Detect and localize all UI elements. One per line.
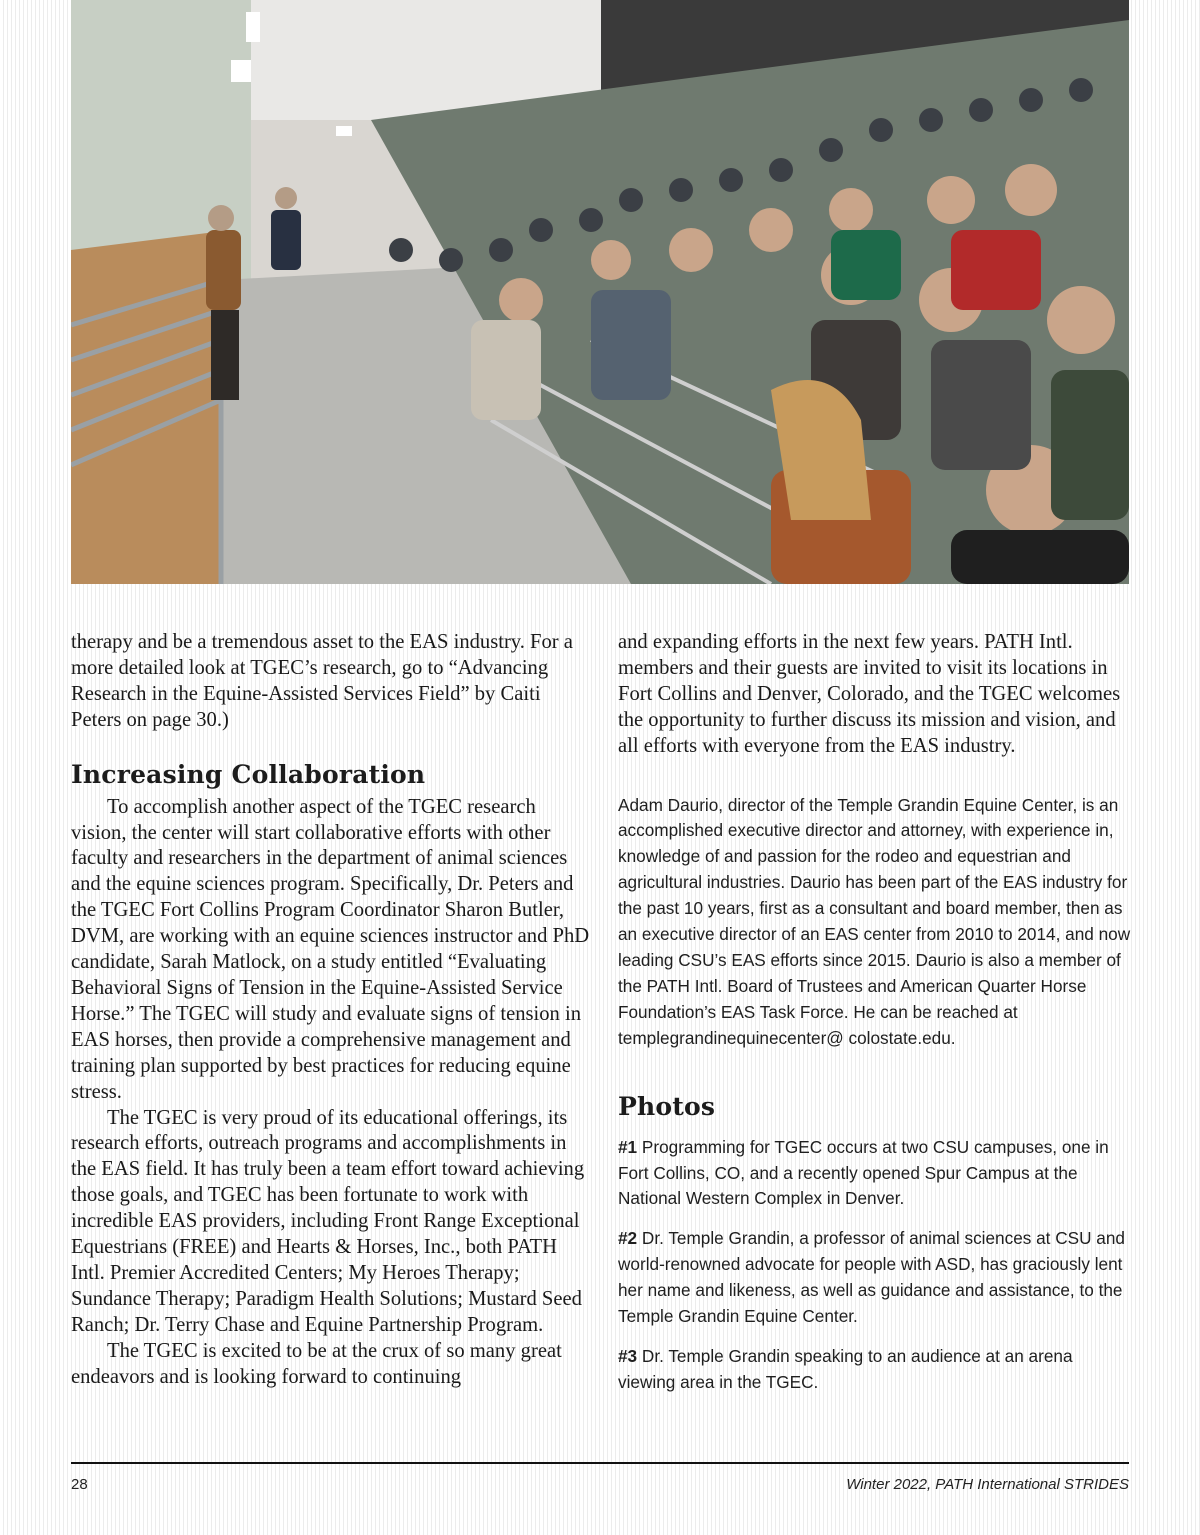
body-paragraph-1: To accomplish another aspect of the TGEC research vision, the center will start collaborative efforts with other faculty and researchers in the department of animal sciences and the equine sciences program. Specifically, Dr. Peters and the TGEC Fort Collins Program Coordinator Sharon Butler, DVM, are working with an equine sciences instructor and PhD candidate, Sarah Matlock, on a study entitled “Evaluating Behavioral Signs of Tension in the Equine-Assisted Service Horse.” The TGEC will study and evaluate signs of tension in EAS horses, then provide a comprehensive management and training plan supported by best practices for reducing equine stress. — [71, 795, 590, 1103]
audience-photo — [71, 0, 1129, 584]
footer-rule — [71, 1462, 1129, 1464]
photo-caption-1 — [618, 1135, 1133, 1213]
body-paragraph-2: The TGEC is very proud of its educational offerings, its research efforts, outreach programs and accomplishments in the EAS field. It has truly been a team effort toward achieving those goals, and TGEC has been fortunate to work with incredible EAS providers, including Front Range Exceptional Equestrians (FREE) and Hearts & Horses, Inc., both PATH Intl. Premier Accredited Centers; My Heroes Therapy; Sundance Therapy; Paradigm Health Solutions; Mustard Seed Ranch; Dr. Terry Chase and Equine Partnership Program. — [71, 1106, 585, 1336]
publication-title: Winter 2022, PATH International STRIDES — [846, 1476, 1129, 1493]
author-bio: Adam Daurio, director of the Temple Grandin Equine Center, is an accomplished executive director and attorney, with experience in, knowledge of and passion for the rodeo and equestrian and agricultural industries. Daurio has been part of the EAS industry for the past 10 years, first as a consultant and board member, then as an executive director of an EAS center from 2010 to 2014, and now leading CSU’s EAS efforts since 2015. Daurio is also a member of the PATH Intl. Board of Trustees and American Quarter Horse Foundation’s EAS Task Force. He can be reached at templegrandinequinecenter@ colostate.edu. — [618, 794, 1131, 1048]
caption-number: #3 — [618, 1345, 638, 1366]
section-heading: Increasing Collaboration — [71, 759, 426, 789]
caption-text: Programming for TGEC occurs at two CSU campuses, one in Fort Collins, CO, and a recently opened Spur Campus at the National Western Complex in Denver. — [618, 1136, 1109, 1209]
right-column — [618, 630, 1133, 1396]
page-number: 28 — [71, 1476, 88, 1493]
photo-illustration — [71, 0, 1129, 584]
photos-heading: Photos — [618, 1091, 716, 1121]
body-paragraph-3: The TGEC is excited to be at the crux of so many great endeavors and is looking forward to continuing — [71, 1339, 562, 1388]
caption-text: Dr. Temple Grandin speaking to an audience at an arena viewing area in the TGEC. — [618, 1345, 1073, 1392]
caption-number: #1 — [618, 1136, 638, 1157]
left-continued-paragraph: therapy and be a tremendous asset to the EAS industry. For a more detailed look at TGEC’s research, go to “Advancing Research in the Equine-Assisted Services Field” by Caiti Peters on page 30.) — [71, 631, 573, 731]
caption-number: #2 — [618, 1228, 638, 1249]
right-continued-paragraph: and expanding efforts in the next few years. PATH Intl. members and their guests are invited to visit its locations in Fort Collins and Denver, Colorado, and the TGEC welcomes the opportunity to further discuss its mission and vision, and all efforts with everyone from the EAS industry. — [618, 631, 1121, 757]
photo-caption-2 — [618, 1226, 1133, 1330]
photo-caption-3 — [618, 1344, 1133, 1396]
left-column — [71, 630, 591, 1390]
caption-text: Dr. Temple Grandin, a professor of animal sciences at CSU and world-renowned advocate for people with ASD, has graciously lent her name and likeness, as well as guidance and assistance, to the Temple Grandin Equine Center. — [618, 1228, 1125, 1327]
